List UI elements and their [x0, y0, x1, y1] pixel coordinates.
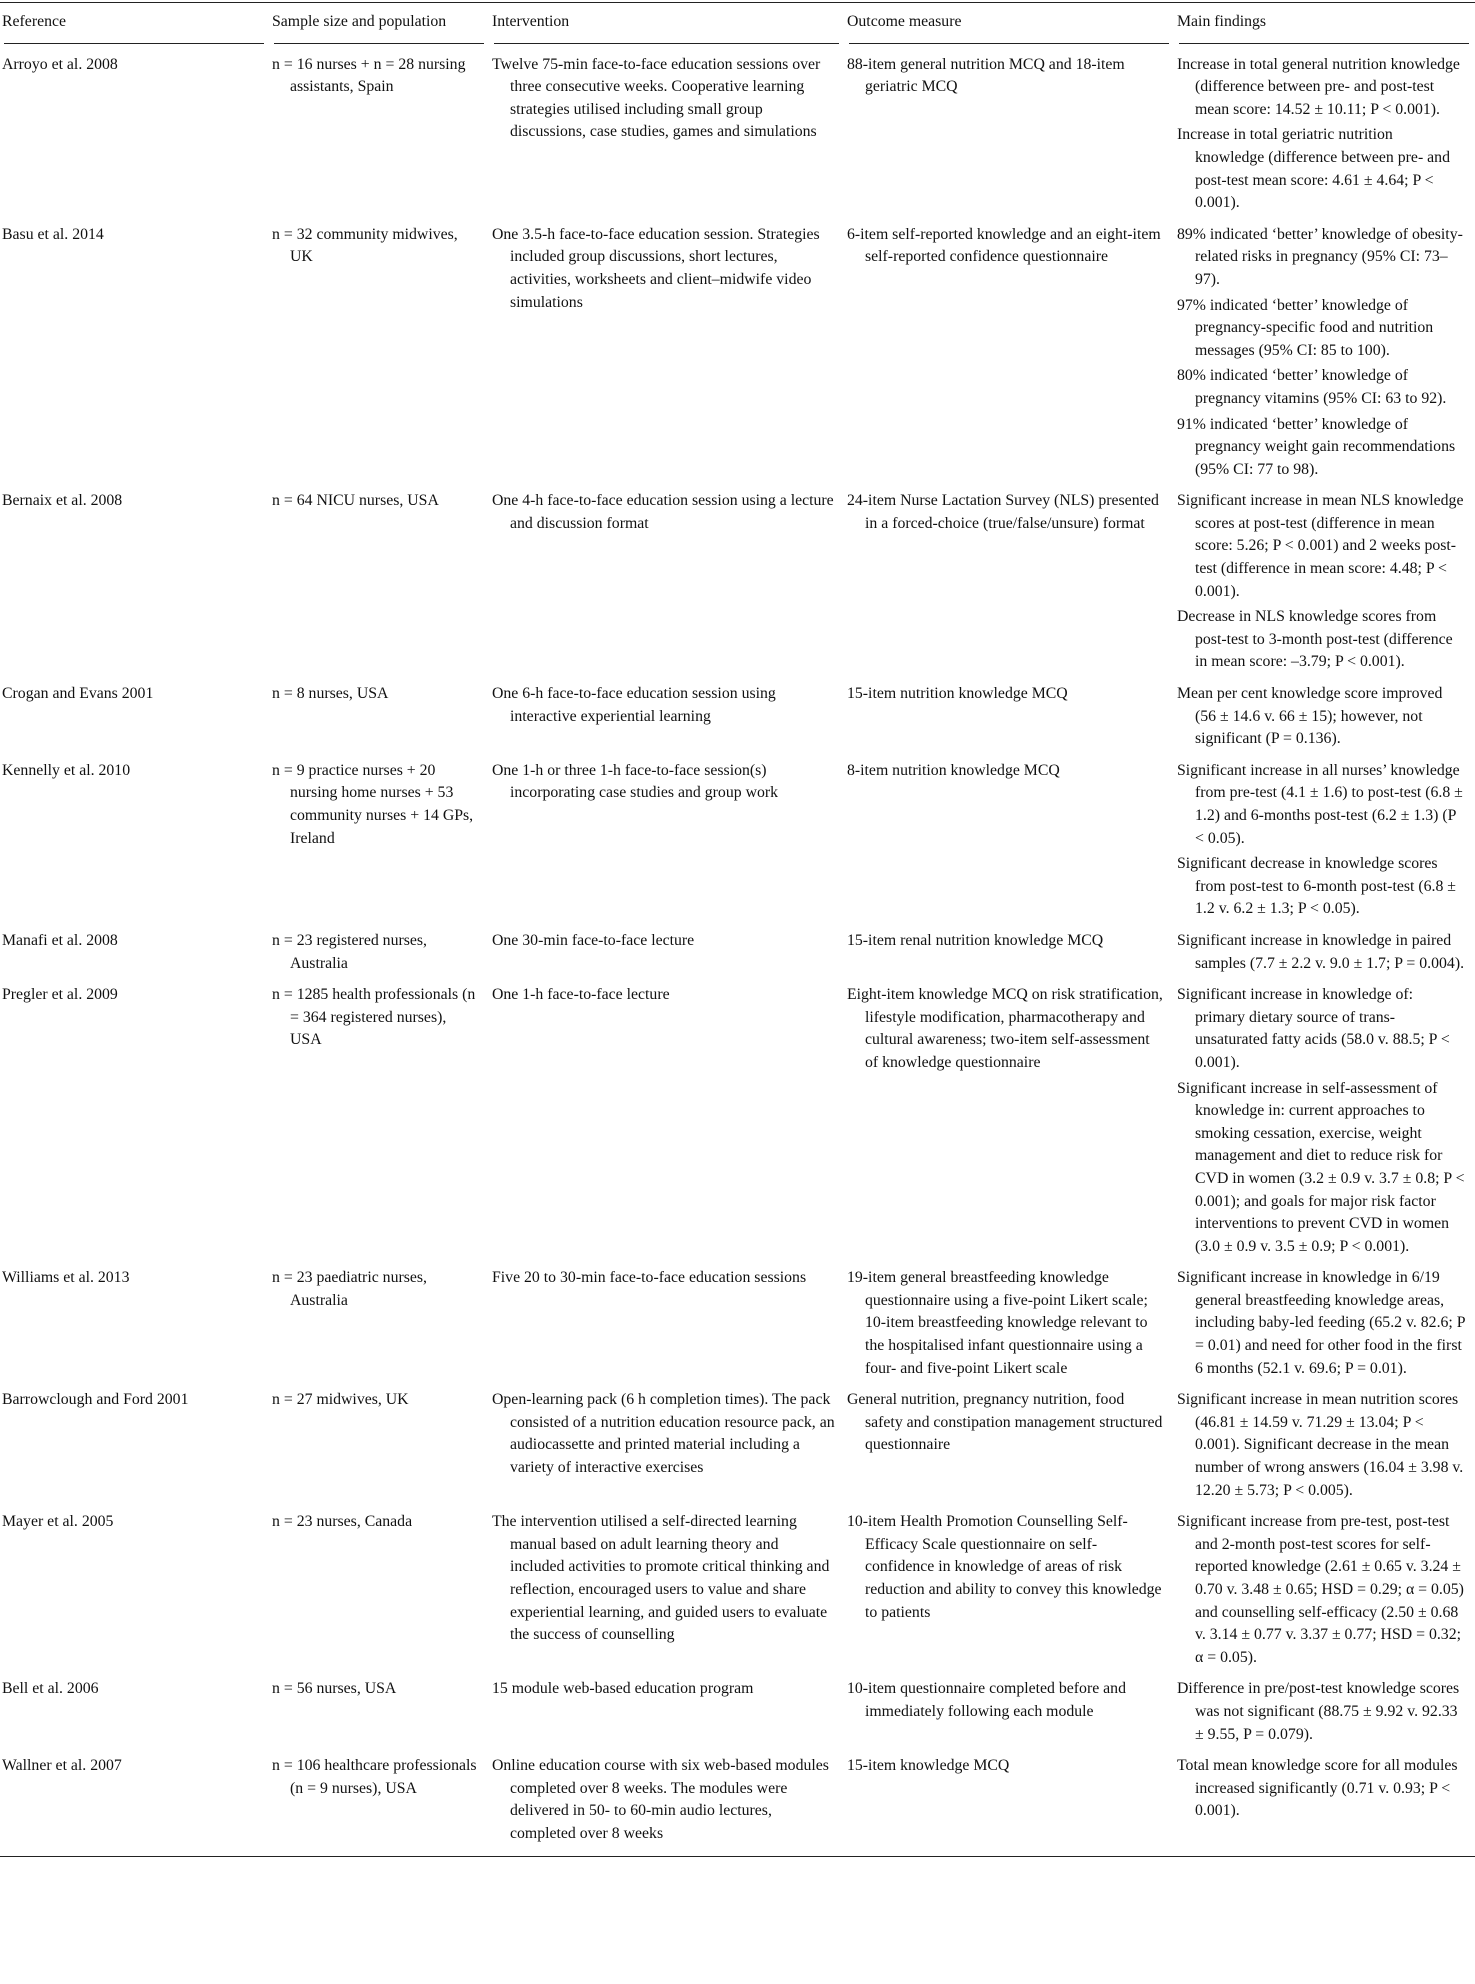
cell-intervention	[490, 683, 845, 760]
table-row	[0, 683, 1475, 760]
cell-intervention	[490, 984, 845, 1267]
cell-intervention	[490, 760, 845, 930]
finding-text: Significant increase in all nurses’ knowledge from pre-test (4.1 ± 1.6) to post-test (6.8 ± 1.2) and 6-months post-test (6.2 ± 1.3) (P < 0.05).	[1177, 761, 1463, 847]
outcome-text: 24-item Nurse Lactation Survey (NLS) presented in a forced-choice (true/false/unsure) format	[847, 492, 1159, 532]
finding-text: Significant increase in knowledge in paired samples (7.7 ± 2.2 v. 9.0 ± 1.7; P = 0.004).	[1177, 931, 1465, 972]
cell-findings	[1175, 490, 1475, 683]
cell-outcome	[845, 1511, 1175, 1678]
outcome-text: 8-item nutrition knowledge MCQ	[847, 761, 1060, 779]
cell-findings	[1175, 760, 1475, 930]
cell-outcome	[845, 683, 1175, 760]
cell-findings	[1175, 1389, 1475, 1511]
studies-table	[0, 2, 1475, 1857]
finding-text: Significant increase from pre-test, post-test and 2-month post-test scores for self-reported knowledge (2.61 ± 0.65 v. 3.24 ± 0.70 v. 3.48 ± 0.65; HSD = 0.29; α = 0.05) and counselling self-efficacy (2.50 ± 0.68 v. 3.14 ± 0.77 v. 3.37 ± 0.77; HSD = 0.32; α = 0.05).	[1177, 1513, 1464, 1666]
header-reference: Reference	[0, 3, 270, 44]
finding-text: Significant increase in mean NLS knowledge scores at post-test (difference in mean score: 5.26; P < 0.001) and 2 weeks post-test (difference in mean score: 4.48; P < 0.001).	[1177, 492, 1464, 600]
cell-reference	[0, 1511, 270, 1678]
finding-text: Significant increase in mean nutrition scores (46.81 ± 14.59 v. 71.29 ± 13.04; P < 0.001). Significant decrease in the mean number of wrong answers (16.04 ± 3.98 v. 12.20 ± 5.73; P < 0.005).	[1177, 1391, 1464, 1499]
header-intervention: Intervention	[490, 3, 845, 44]
header-sample: Sample size and population	[270, 3, 490, 44]
outcome-text: Eight-item knowledge MCQ on risk stratification, lifestyle modification, pharmacotherapy and cultural awareness; two-item self-assessment of knowledge questionnaire	[847, 986, 1163, 1071]
cell-reference	[0, 490, 270, 683]
cell-reference	[0, 760, 270, 930]
finding-text: Total mean knowledge score for all modules increased significantly (0.71 v. 0.93; P < 0.001).	[1177, 1757, 1458, 1820]
cell-sample	[270, 1755, 490, 1856]
cell-outcome	[845, 1267, 1175, 1389]
outcome-text: 19-item general breastfeeding knowledge questionnaire using a five-point Likert scale; 10-item breastfeeding knowledge relevant to the hospitalised infant questionnaire using a four- and five-point Likert scale	[847, 1269, 1148, 1377]
finding-text: Increase in total general nutrition knowledge (difference between pre- and post-test mean score: 14.52 ± 10.11; P < 0.001).	[1177, 55, 1460, 118]
sample-text: n = 23 paediatric nurses, Australia	[272, 1269, 427, 1309]
outcome-text: 10-item Health Promotion Counselling Self-Efficacy Scale questionnaire on self-confidence in knowledge of areas of risk reduction and ability to convey this knowledge to patients	[847, 1513, 1162, 1621]
finding-text: Increase in total geriatric nutrition knowledge (difference between pre- and post-test mean score: 4.61 ± 4.64; P < 0.001).	[1177, 126, 1450, 212]
cell-findings	[1175, 984, 1475, 1267]
finding-text: Mean per cent knowledge score improved (56 ± 14.6 v. 66 ± 15); however, not significant (P = 0.136).	[1177, 685, 1443, 748]
cell-sample	[270, 490, 490, 683]
sample-text: n = 64 NICU nurses, USA	[272, 492, 439, 510]
cell-sample	[270, 1511, 490, 1678]
cell-findings	[1175, 1678, 1475, 1755]
reference-text: Wallner et al. 2007	[2, 1757, 122, 1775]
table-row	[0, 1389, 1475, 1511]
intervention-text: One 6-h face-to-face education session using interactive experiential learning	[492, 685, 776, 725]
intervention-text: One 4-h face-to-face education session using a lecture and discussion format	[492, 492, 834, 532]
table-row	[0, 1678, 1475, 1755]
sample-text: n = 27 midwives, UK	[272, 1391, 409, 1409]
cell-reference	[0, 930, 270, 984]
reference-text: Arroyo et al. 2008	[2, 55, 118, 73]
table-header-row	[0, 3, 1475, 44]
intervention-text: Online education course with six web-based modules completed over 8 weeks. The modules were delivered in 50- to 60-min audio lectures, completed over 8 weeks	[492, 1757, 829, 1842]
finding-text: 97% indicated ‘better’ knowledge of pregnancy-specific food and nutrition messages (95% CI: 85 to 100).	[1177, 296, 1434, 359]
cell-outcome	[845, 224, 1175, 491]
cell-findings	[1175, 1267, 1475, 1389]
header-outcome: Outcome measure	[845, 3, 1175, 44]
cell-intervention	[490, 1511, 845, 1678]
reference-text: Pregler et al. 2009	[2, 986, 118, 1004]
intervention-text: Twelve 75-min face-to-face education sessions over three consecutive weeks. Cooperative learning strategies utilised including small group discussions, case studies, games and simulations	[492, 55, 821, 141]
sample-text: n = 106 healthcare professionals (n = 9 nurses), USA	[272, 1757, 477, 1797]
cell-reference	[0, 1678, 270, 1755]
sample-text: n = 32 community midwives, UK	[272, 225, 458, 266]
table-row	[0, 224, 1475, 491]
reference-text: Bell et al. 2006	[2, 1680, 99, 1698]
cell-reference	[0, 984, 270, 1267]
cell-intervention	[490, 1678, 845, 1755]
outcome-text: General nutrition, pregnancy nutrition, food safety and constipation management structured questionnaire	[847, 1391, 1163, 1454]
cell-intervention	[490, 1755, 845, 1856]
cell-sample	[270, 760, 490, 930]
reference-text: Basu et al. 2014	[2, 225, 104, 243]
cell-sample	[270, 1389, 490, 1511]
cell-intervention	[490, 224, 845, 491]
reference-text: Kennelly et al. 2010	[2, 761, 131, 779]
reference-text: Barrowclough and Ford 2001	[2, 1391, 189, 1409]
outcome-text: 15-item renal nutrition knowledge MCQ	[847, 931, 1104, 949]
cell-reference	[0, 224, 270, 491]
cell-sample	[270, 930, 490, 984]
finding-text: Significant decrease in knowledge scores from post-test to 6-month post-test (6.8 ± 1.2 v. 6.2 ± 1.3; P < 0.05).	[1177, 855, 1456, 918]
table-row	[0, 44, 1475, 224]
table-row	[0, 760, 1475, 930]
cell-reference	[0, 1267, 270, 1389]
intervention-text: 15 module web-based education program	[492, 1680, 754, 1698]
cell-sample	[270, 1267, 490, 1389]
reference-text: Manafi et al. 2008	[2, 931, 118, 949]
cell-sample	[270, 44, 490, 224]
reference-text: Bernaix et al. 2008	[2, 492, 123, 510]
sample-text: n = 23 nurses, Canada	[272, 1513, 413, 1531]
outcome-text: 15-item nutrition knowledge MCQ	[847, 685, 1068, 703]
cell-outcome	[845, 930, 1175, 984]
header-findings: Main findings	[1175, 3, 1475, 44]
cell-reference	[0, 44, 270, 224]
sample-text: n = 9 practice nurses + 20 nursing home nurses + 53 community nurses + 14 GPs, Ireland	[272, 761, 474, 847]
cell-findings	[1175, 1755, 1475, 1856]
cell-findings	[1175, 930, 1475, 984]
cell-outcome	[845, 1678, 1175, 1755]
intervention-text: One 30-min face-to-face lecture	[492, 931, 695, 949]
cell-intervention	[490, 930, 845, 984]
intervention-text: The intervention utilised a self-directed learning manual based on adult learning theory and included activities to promote critical thinking and reflection, encouraged users to value and share experiential learning, and guided users to evaluate the success of counselling	[492, 1513, 830, 1644]
sample-text: n = 56 nurses, USA	[272, 1680, 397, 1698]
table-body	[0, 44, 1475, 1856]
cell-outcome	[845, 984, 1175, 1267]
sample-text: n = 16 nurses + n = 28 nursing assistants, Spain	[272, 55, 466, 96]
finding-text: 89% indicated ‘better’ knowledge of obesity-related risks in pregnancy (95% CI: 73–97).	[1177, 225, 1463, 288]
table-row	[0, 1755, 1475, 1856]
cell-outcome	[845, 44, 1175, 224]
intervention-text: One 1-h face-to-face lecture	[492, 986, 670, 1004]
table-row	[0, 1511, 1475, 1678]
finding-text: Significant increase in knowledge of: primary dietary source of trans-unsaturated fatty acids (58.0 v. 88.5; P < 0.001).	[1177, 986, 1450, 1071]
cell-findings	[1175, 44, 1475, 224]
table-row	[0, 930, 1475, 984]
cell-outcome	[845, 490, 1175, 683]
table-row	[0, 984, 1475, 1267]
intervention-text: One 1-h or three 1-h face-to-face session(s) incorporating case studies and group work	[492, 761, 779, 802]
cell-intervention	[490, 1267, 845, 1389]
finding-text: Difference in pre/post-test knowledge scores was not significant (88.75 ± 9.92 v. 92.33 ± 9.55, P = 0.079).	[1177, 1680, 1460, 1743]
reference-text: Mayer et al. 2005	[2, 1513, 114, 1531]
reference-text: Williams et al. 2013	[2, 1269, 130, 1287]
table-row	[0, 1267, 1475, 1389]
cell-sample	[270, 984, 490, 1267]
finding-text: Significant increase in knowledge in 6/19 general breastfeeding knowledge areas, including baby-led feeding (65.2 v. 82.6; P = 0.01) and need for other food in the first 6 months (52.1 v. 69.6; P = 0.01).	[1177, 1269, 1465, 1377]
table-row	[0, 490, 1475, 683]
cell-outcome	[845, 1389, 1175, 1511]
cell-reference	[0, 1755, 270, 1856]
cell-reference	[0, 683, 270, 760]
finding-text: 91% indicated ‘better’ knowledge of pregnancy weight gain recommendations (95% CI: 77 to 98).	[1177, 415, 1456, 478]
cell-findings	[1175, 683, 1475, 760]
cell-intervention	[490, 1389, 845, 1511]
cell-findings	[1175, 1511, 1475, 1678]
finding-text: 80% indicated ‘better’ knowledge of pregnancy vitamins (95% CI: 63 to 92).	[1177, 367, 1447, 407]
cell-sample	[270, 224, 490, 491]
cell-outcome	[845, 760, 1175, 930]
outcome-text: 15-item knowledge MCQ	[847, 1757, 1010, 1775]
cell-outcome	[845, 1755, 1175, 1856]
intervention-text: One 3.5-h face-to-face education session. Strategies included group discussions, short lectures, activities, worksheets and client–midwife video simulations	[492, 225, 820, 311]
cell-sample	[270, 683, 490, 760]
intervention-text: Open-learning pack (6 h completion times). The pack consisted of a nutrition education resource pack, an audiocassette and printed material including a variety of interactive exercises	[492, 1391, 835, 1477]
sample-text: n = 1285 health professionals (n = 364 registered nurses), USA	[272, 986, 476, 1049]
cell-findings	[1175, 224, 1475, 491]
finding-text: Significant increase in self-assessment of knowledge in: current approaches to smoking cessation, exercise, weight management and diet to reduce risk for CVD in women (3.2 ± 0.9 v. 3.7 ± 0.8; P < 0.001); and goals for major risk factor interventions to prevent CVD in women (3.0 ± 0.9 v. 3.5 ± 0.9; P < 0.001).	[1177, 1079, 1465, 1255]
cell-sample	[270, 1678, 490, 1755]
reference-text: Crogan and Evans 2001	[2, 685, 154, 703]
intervention-text: Five 20 to 30-min face-to-face education sessions	[492, 1269, 807, 1287]
outcome-text: 88-item general nutrition MCQ and 18-item geriatric MCQ	[847, 55, 1125, 96]
cell-reference	[0, 1389, 270, 1511]
outcome-text: 10-item questionnaire completed before and immediately following each module	[847, 1680, 1126, 1720]
cell-intervention	[490, 490, 845, 683]
sample-text: n = 8 nurses, USA	[272, 685, 389, 703]
finding-text: Decrease in NLS knowledge scores from post-test to 3-month post-test (difference in mean score: –3.79; P < 0.001).	[1177, 608, 1453, 671]
sample-text: n = 23 registered nurses, Australia	[272, 931, 427, 972]
outcome-text: 6-item self-reported knowledge and an eight-item self-reported confidence questionnaire	[847, 225, 1161, 266]
cell-intervention	[490, 44, 845, 224]
